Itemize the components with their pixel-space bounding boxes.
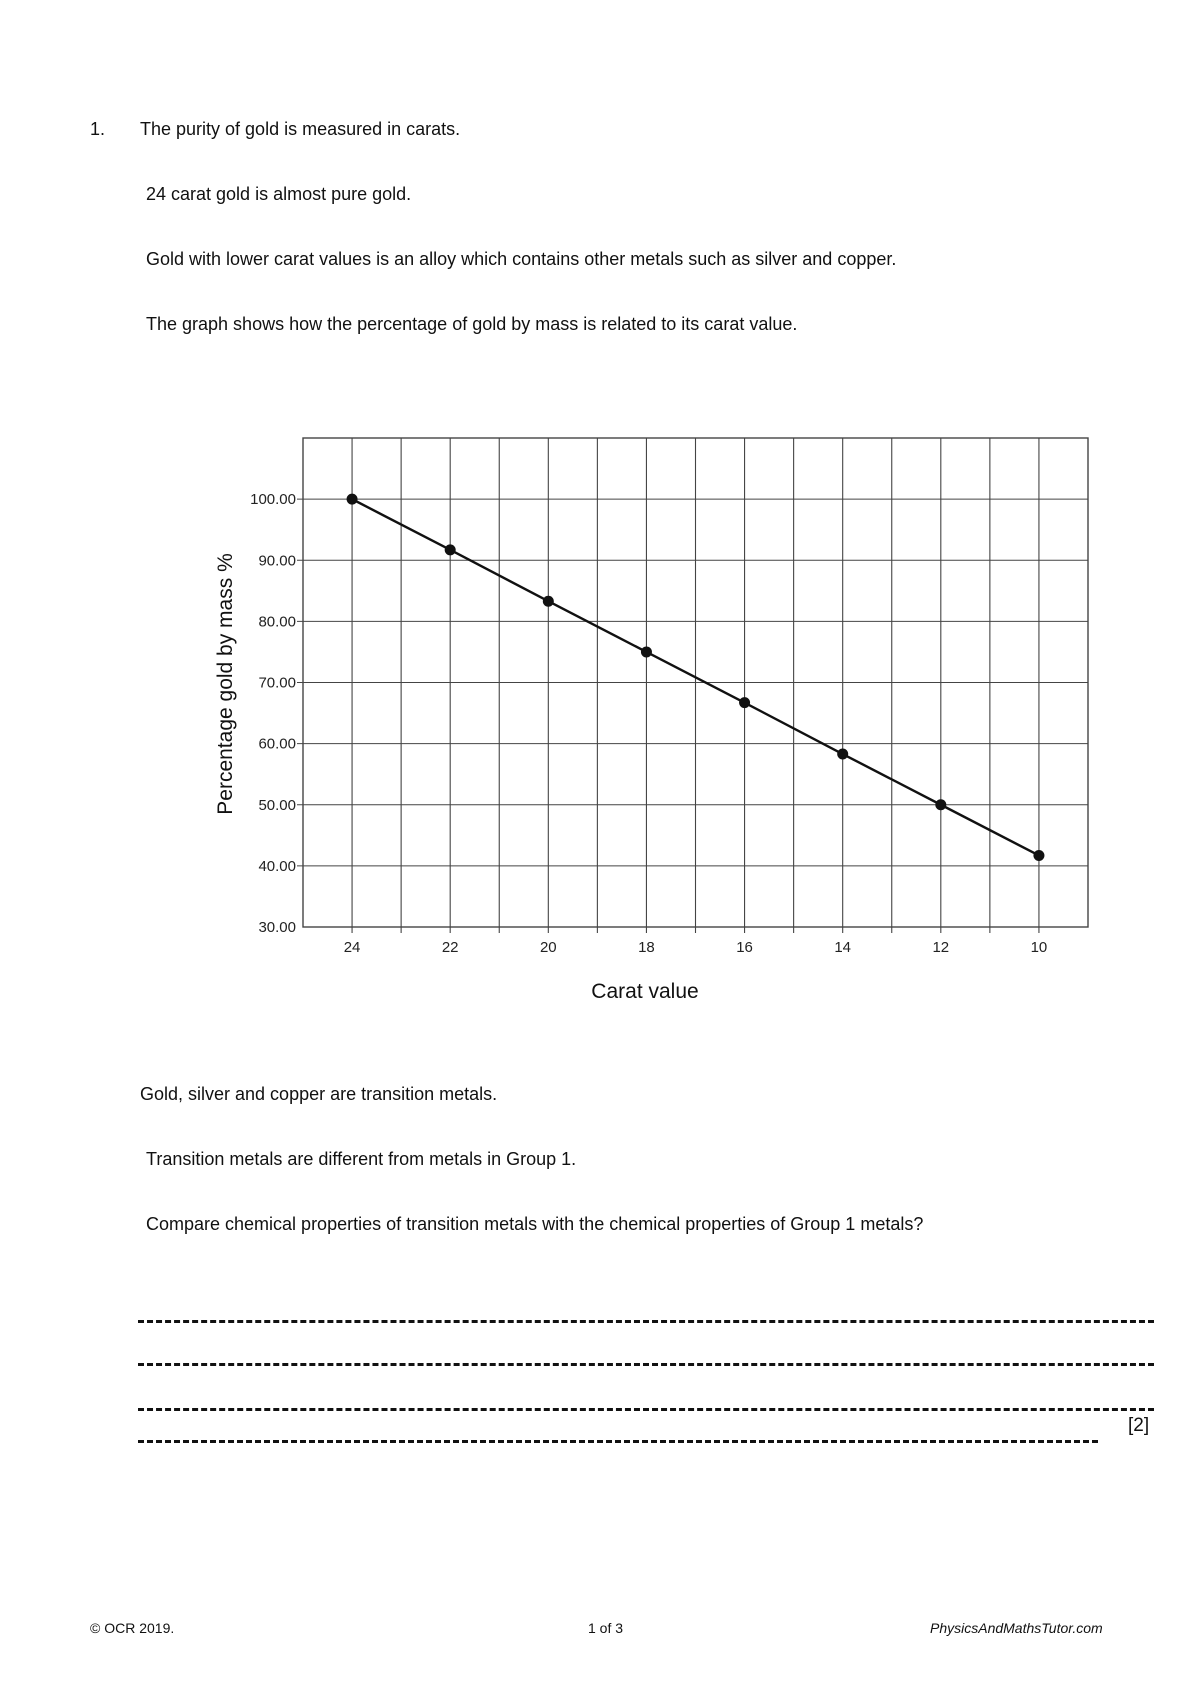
chart-y-axis-label: Percentage gold by mass % bbox=[214, 553, 237, 815]
chart-y-tick-label: 40.00 bbox=[258, 857, 296, 875]
chart-x-tick-label: 12 bbox=[932, 939, 950, 956]
question-intro: The purity of gold is measured in carats. bbox=[140, 119, 461, 139]
chart-y-tick-label: 50.00 bbox=[258, 796, 296, 814]
chart-data-point bbox=[543, 596, 554, 607]
chart-x-tick-label: 20 bbox=[539, 939, 557, 956]
chart-data-point bbox=[347, 494, 358, 505]
chart-data-point bbox=[935, 799, 946, 810]
chart-x-axis-label: Carat value bbox=[591, 980, 699, 1003]
chart-grid bbox=[297, 438, 1088, 933]
chart-tick-labels bbox=[250, 491, 1047, 956]
chart-x-tick-label: 16 bbox=[736, 939, 753, 956]
answer-line-3[interactable] bbox=[138, 1408, 1154, 1411]
question-text-transition: Gold, silver and copper are transition metals. bbox=[140, 1084, 498, 1104]
chart-data-point bbox=[837, 749, 848, 760]
question-text-alloy: Gold with lower carat values is an alloy which contains other metals such as silver and copper. bbox=[146, 249, 897, 269]
chart-y-tick-label: 60.00 bbox=[258, 735, 296, 753]
chart-data-point bbox=[1033, 850, 1044, 861]
chart-x-tick-label: 10 bbox=[1030, 939, 1048, 956]
chart-x-tick-label: 22 bbox=[441, 939, 459, 956]
chart-y-tick-label: 30.00 bbox=[258, 919, 296, 936]
footer-page-number: 1 of 3 bbox=[588, 1620, 624, 1636]
chart-data-point bbox=[739, 697, 750, 708]
answer-line-1[interactable] bbox=[138, 1320, 1154, 1323]
question-number: 1. bbox=[90, 119, 106, 139]
footer-site: PhysicsAndMathsTutor.com bbox=[930, 1620, 1103, 1636]
question-text-pure-gold: 24 carat gold is almost pure gold. bbox=[146, 184, 412, 204]
chart-x-tick-label: 24 bbox=[343, 939, 361, 956]
marks-indicator: [2] bbox=[1128, 1415, 1150, 1436]
chart-y-tick-label: 80.00 bbox=[258, 613, 296, 631]
chart-y-tick-label: 90.00 bbox=[258, 552, 296, 570]
question-prompt: Compare chemical properties of transition metals with the chemical properties of Group 1 metals? bbox=[146, 1214, 924, 1234]
chart-y-tick-label: 70.00 bbox=[258, 674, 296, 692]
chart-data-point bbox=[641, 646, 652, 657]
footer-copyright: © OCR 2019. bbox=[90, 1620, 175, 1636]
answer-line-4[interactable] bbox=[138, 1440, 1098, 1443]
question-text-graph-intro: The graph shows how the percentage of gold by mass is related to its carat value. bbox=[146, 314, 798, 334]
question-text-group1: Transition metals are different from metals in Group 1. bbox=[146, 1149, 577, 1169]
chart-x-tick-label: 18 bbox=[638, 939, 655, 956]
chart-data-point bbox=[445, 544, 456, 555]
answer-line-2[interactable] bbox=[138, 1363, 1154, 1366]
chart-y-tick-label: 100.00 bbox=[250, 491, 296, 509]
chart-x-tick-label: 14 bbox=[834, 939, 852, 956]
